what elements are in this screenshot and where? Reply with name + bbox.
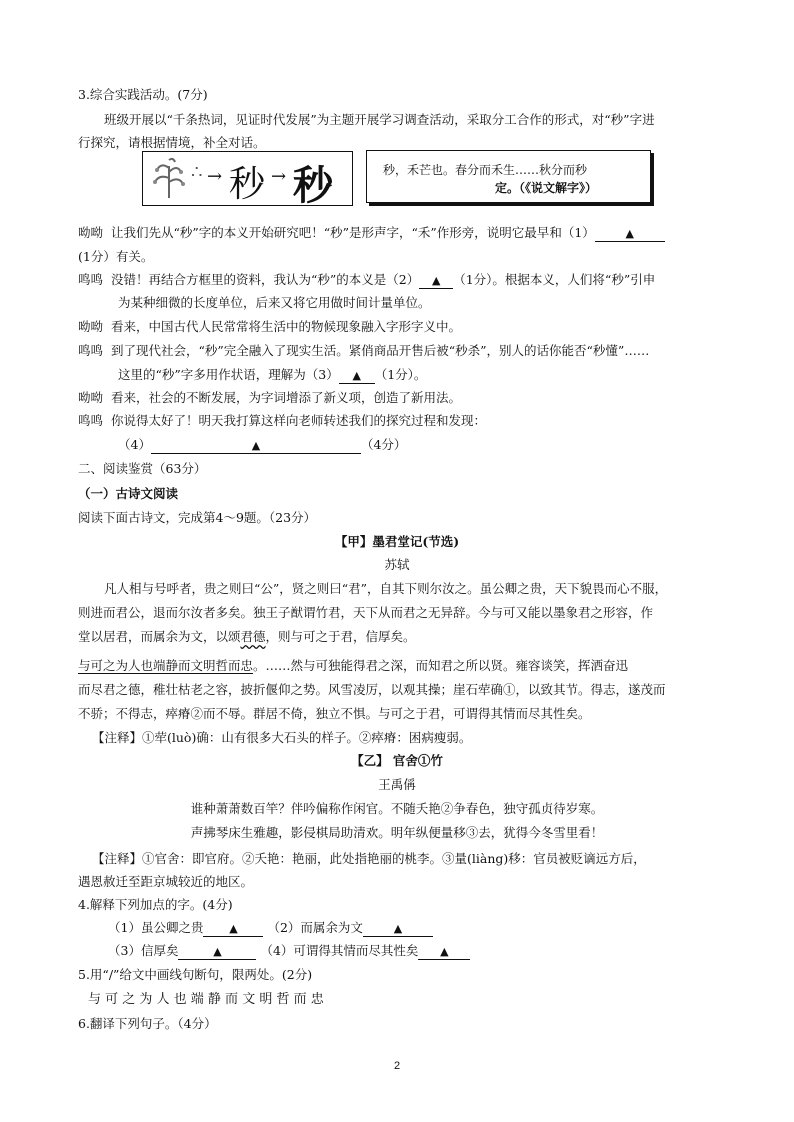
seal-script-char: 秒	[229, 164, 266, 205]
q4-blank-2[interactable]: ▲	[363, 921, 433, 937]
shuowen-quote-box	[366, 150, 651, 203]
speaker: 鸣鸣	[78, 413, 104, 428]
dialogue-2: 鸣鸣 没错！再结合方框里的资料，我认为“秒”的本义是（2） ▲ （1分）。根据本义，人们将“秒”引申	[78, 272, 656, 287]
yi-poem-line2: 声拂琴床生雅趣，影侵棋局助清欢。明年纵便量移③去，犹得今冬雪里看！	[190, 825, 604, 840]
q3-title: 3.综合实践活动。(7分)	[78, 87, 208, 102]
arrow-icon: →	[271, 166, 287, 187]
dialogue-5: 呦呦 看来，社会的不断发展，为字词增添了新义项，创造了新用法。	[78, 390, 461, 405]
speaker: 呦呦	[78, 225, 104, 240]
quote-line2: 定。（《说文解字》）	[495, 181, 598, 195]
section2-instructions: 阅读下面古诗文，完成第4～9题。（23分）	[78, 510, 317, 525]
dialogue-3: 呦呦 看来，中国古代人民常常将生活中的物候现象融入字形字义中。	[78, 319, 461, 334]
q3-intro-line2: 行探究，请根据情境，补全对话。	[78, 135, 266, 150]
answer-blank-2[interactable]: ▲	[419, 273, 453, 289]
quote-line1: 秒，禾芒也。春分而禾生……秋分而秒	[383, 163, 588, 177]
section2-title: 二、阅读鉴赏（63分）	[78, 461, 207, 476]
jia-p1-line3: 堂以居君，而属余为文，以颂君德，则与可之于君，信厚矣。	[78, 629, 416, 644]
dialogue-6: 鸣鸣 你说得太好了！明天我打算这样向老师转述我们的探究过程和发现：	[78, 413, 486, 428]
jia-author: 苏轼	[384, 557, 410, 572]
speaker: 呦呦	[78, 390, 104, 405]
dialogue-4: 鸣鸣 到了现代社会，“秒”完全融入了现实生活。紧俏商品开售后被“秒杀”，别人的话你能否“秒懂”……	[78, 343, 650, 358]
yi-title: 【乙】 官舍①竹	[351, 753, 443, 768]
jia-p1-line1: 凡人相与号呼者，贵之则曰“公”，贤之则曰“君”，自其下则尔汝之。虽公卿之贵，天下貌畏而心不服，	[104, 581, 668, 596]
speaker: 鸣鸣	[78, 343, 104, 358]
arrow-icon: →	[207, 166, 223, 187]
q6-title: 6.翻译下列句子。（4分）	[78, 1016, 217, 1031]
q4-blank-3[interactable]: ▲	[178, 944, 256, 960]
dialogue-1-tail: (1分）有关。	[78, 249, 154, 264]
q5-sentence: 与 可 之 为 人 也 端 静 而 文 明 哲 而 忠	[88, 992, 324, 1007]
q3-intro-line1: 班级开展以“千条热词，见证时代发展”为主题开展学习调查活动，采取分工合作的形式，对“秒”字进	[104, 112, 655, 127]
jia-p2-line1: 与可之为人也端静而文明哲而忠。……然与可独能得君之深，而知君之所以贤。雍容谈笑，挥洒奋迅	[78, 658, 629, 673]
section2-sub1: （一）古诗文阅读	[78, 486, 179, 501]
answer-blank-1[interactable]: ▲	[595, 226, 665, 242]
dots-icon: ∴	[191, 162, 203, 183]
yi-note-line1: 【注释】①官舍：即官府。②夭艳：艳丽，此处指艳丽的桃李。③量(liàng)移：官员被贬谪远方后，	[92, 851, 646, 866]
q5-title: 5.用“/”给文中画线句断句，限两处。(2分)	[78, 967, 313, 982]
dialogue-6-answer: （4） ▲ （4分）	[118, 437, 407, 452]
jia-p2-line2: 而尽君之德，稚壮枯老之容，披折偃仰之势。风雪凌厉，以观其操；崖石荦确①，以致其节。得志，遂茂而	[78, 682, 666, 697]
speaker: 呦呦	[78, 319, 104, 334]
answer-blank-3[interactable]: ▲	[339, 368, 375, 384]
dialogue-4-cont: 这里的“秒”字多用作状语，理解为（3） ▲ （1分）。	[118, 367, 427, 382]
jia-title: 【甲】墨君堂记(节选)	[334, 534, 460, 549]
yi-poem-line1: 谁种萧萧数百竿？伴吟偏称作闲官。不随夭艳②争春色，独守孤贞待岁寒。	[190, 801, 604, 816]
underlined-phrase: 君德	[240, 629, 266, 644]
dialogue-2-cont: 为某种细微的长度单位，后来又将它用做时间计量单位。	[118, 295, 431, 310]
glyph-evolution-figure	[142, 151, 353, 209]
q4-row2: （3）信厚矣 ▲ （4）可谓得其情而尽其性矣 ▲	[108, 942, 470, 960]
q4-row1: （1）虽公卿之贵 ▲ （2）而属余为文 ▲	[108, 919, 433, 937]
yi-author: 王禹偁	[378, 777, 416, 792]
modern-char: 秒	[293, 162, 333, 209]
dialogue-1: 呦呦 让我们先从“秒”字的本义开始研究吧！“秒”是形声字，“禾”作形旁，说明它最早和（1） ▲	[78, 224, 665, 242]
underlined-sentence: 与可之为人也端静而文明哲而忠	[78, 658, 254, 673]
jia-p2-line3: 不骄；不得志，瘁瘠②而不辱。群居不倚，独立不惧。与可之于君，可谓得其情而尽其性矣。	[78, 706, 591, 721]
q4-blank-4[interactable]: ▲	[418, 944, 470, 960]
jia-note: 【注释】①荦(luò)确：山有很多大石头的样子。②瘁瘠：困病瘦弱。	[92, 730, 472, 745]
answer-blank-4[interactable]: ▲	[151, 438, 361, 454]
jia-p1-line2: 则进而君公，退而尔汝者多矣。独王子猷谓竹君，天下从而君之无异辞。今与可又能以墨象君之形容，作	[78, 605, 654, 620]
speaker: 鸣鸣	[78, 272, 104, 287]
q4-title: 4.解释下列加点的字。(4分)	[78, 897, 233, 912]
page-number: 2	[393, 1060, 401, 1072]
yi-note-line2: 遇恩赦迁至距京城较近的地区。	[78, 874, 254, 889]
q4-blank-1[interactable]: ▲	[203, 921, 263, 937]
ancient-grain-glyph-icon	[149, 156, 189, 200]
